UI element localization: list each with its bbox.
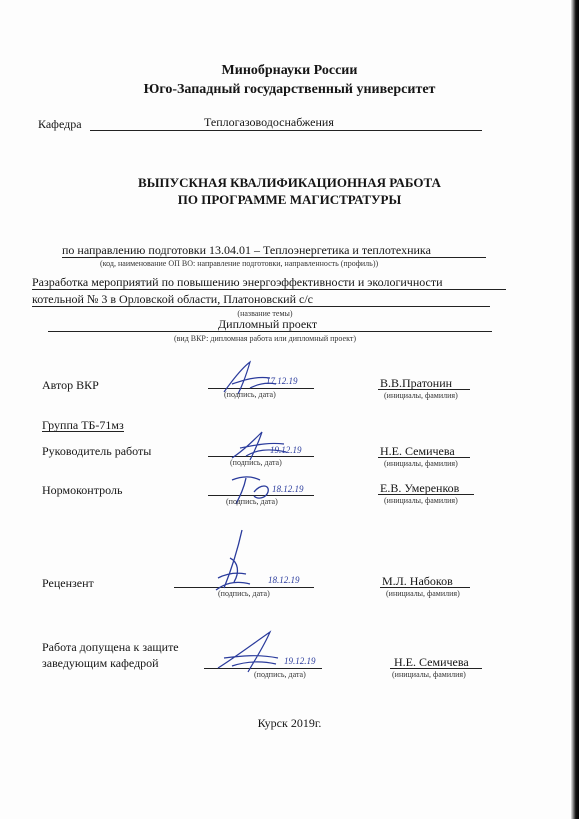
admission-line2: заведующим кафедрой bbox=[42, 656, 159, 670]
reviewer-label: Рецензент bbox=[42, 576, 94, 590]
group-label: Группа ТБ-71мз bbox=[42, 418, 124, 432]
reviewer-name: М.Л. Набоков bbox=[382, 574, 453, 588]
supervisor-signature-caption: (подпись, дата) bbox=[230, 458, 282, 467]
admission-signature-caption: (подпись, дата) bbox=[254, 670, 306, 679]
supervisor-date: 19.12.19 bbox=[270, 445, 302, 455]
author-name-line bbox=[378, 389, 470, 390]
ministry-title: Минобрнауки России bbox=[221, 63, 358, 78]
admission-signature bbox=[214, 628, 284, 676]
author-signature-caption: (подпись, дата) bbox=[224, 390, 276, 399]
topic-line2: котельной № 3 в Орловской области, Платоновский с/с bbox=[32, 292, 313, 306]
admission-date: 19.12.19 bbox=[284, 656, 316, 666]
normcontrol-name-line bbox=[378, 494, 474, 495]
supervisor-name: Н.Е. Семичева bbox=[380, 444, 455, 458]
normcontrol-name: Е.В. Умеренков bbox=[380, 481, 460, 495]
admission-name-line bbox=[390, 668, 482, 669]
admission-name: Н.Е. Семичева bbox=[394, 655, 469, 669]
reviewer-name-line bbox=[380, 587, 470, 588]
scan-edge bbox=[571, 0, 579, 819]
direction-underline bbox=[62, 257, 486, 258]
city-year: Курск 2019г. bbox=[257, 716, 322, 730]
work-type-caption: (вид ВКР: дипломная работа или дипломный проект) bbox=[173, 334, 357, 343]
topic-underline-1 bbox=[32, 289, 506, 290]
admission-line1: Работа допущена к защите bbox=[42, 640, 179, 654]
supervisor-label: Руководитель работы bbox=[42, 444, 152, 458]
topic-line1: Разработка мероприятий по повышению энергоэффективности и экологичности bbox=[32, 275, 443, 289]
author-date: 17.12.19 bbox=[266, 376, 298, 386]
direction-caption: (код, наименование ОП ВО: направление подготовки, направленность (профиль)) bbox=[100, 259, 379, 268]
department-value: Теплогазоводоснабжения bbox=[204, 115, 334, 129]
university-title: Юго-Западный государственный университет bbox=[143, 82, 436, 97]
direction-value: по направлению подготовки 13.04.01 – Теплоэнергетика и теплотехника bbox=[62, 243, 431, 257]
supervisor-name-line bbox=[378, 457, 470, 458]
topic-caption: (название темы) bbox=[237, 309, 293, 318]
topic-underline-2 bbox=[32, 306, 490, 307]
work-type-value: Дипломный проект bbox=[218, 317, 318, 331]
work-type-underline bbox=[48, 331, 492, 332]
author-name-caption: (инициалы, фамилия) bbox=[384, 391, 458, 400]
admission-name-caption: (инициалы, фамилия) bbox=[392, 670, 466, 679]
author-name: В.В.Пратонин bbox=[380, 376, 453, 390]
group-underline bbox=[42, 431, 124, 432]
normcontrol-date: 18.12.19 bbox=[272, 484, 304, 494]
normcontrol-signature-caption: (подпись, дата) bbox=[226, 497, 278, 506]
document-title-line2: ПО ПРОГРАММЕ МАГИСТРАТУРЫ bbox=[177, 192, 402, 207]
department-label: Кафедра bbox=[38, 117, 82, 131]
reviewer-signature-caption: (подпись, дата) bbox=[218, 589, 270, 598]
supervisor-name-caption: (инициалы, фамилия) bbox=[384, 459, 458, 468]
department-underline bbox=[90, 130, 482, 131]
document-title-line1: ВЫПУСКНАЯ КВАЛИФИКАЦИОННАЯ РАБОТА bbox=[138, 175, 441, 190]
reviewer-name-caption: (инициалы, фамилия) bbox=[386, 589, 460, 598]
normcontrol-name-caption: (инициалы, фамилия) bbox=[384, 496, 458, 505]
reviewer-date: 18.12.19 bbox=[268, 575, 300, 585]
normcontrol-label: Нормоконтроль bbox=[42, 483, 123, 497]
author-label: Автор ВКР bbox=[42, 378, 99, 392]
